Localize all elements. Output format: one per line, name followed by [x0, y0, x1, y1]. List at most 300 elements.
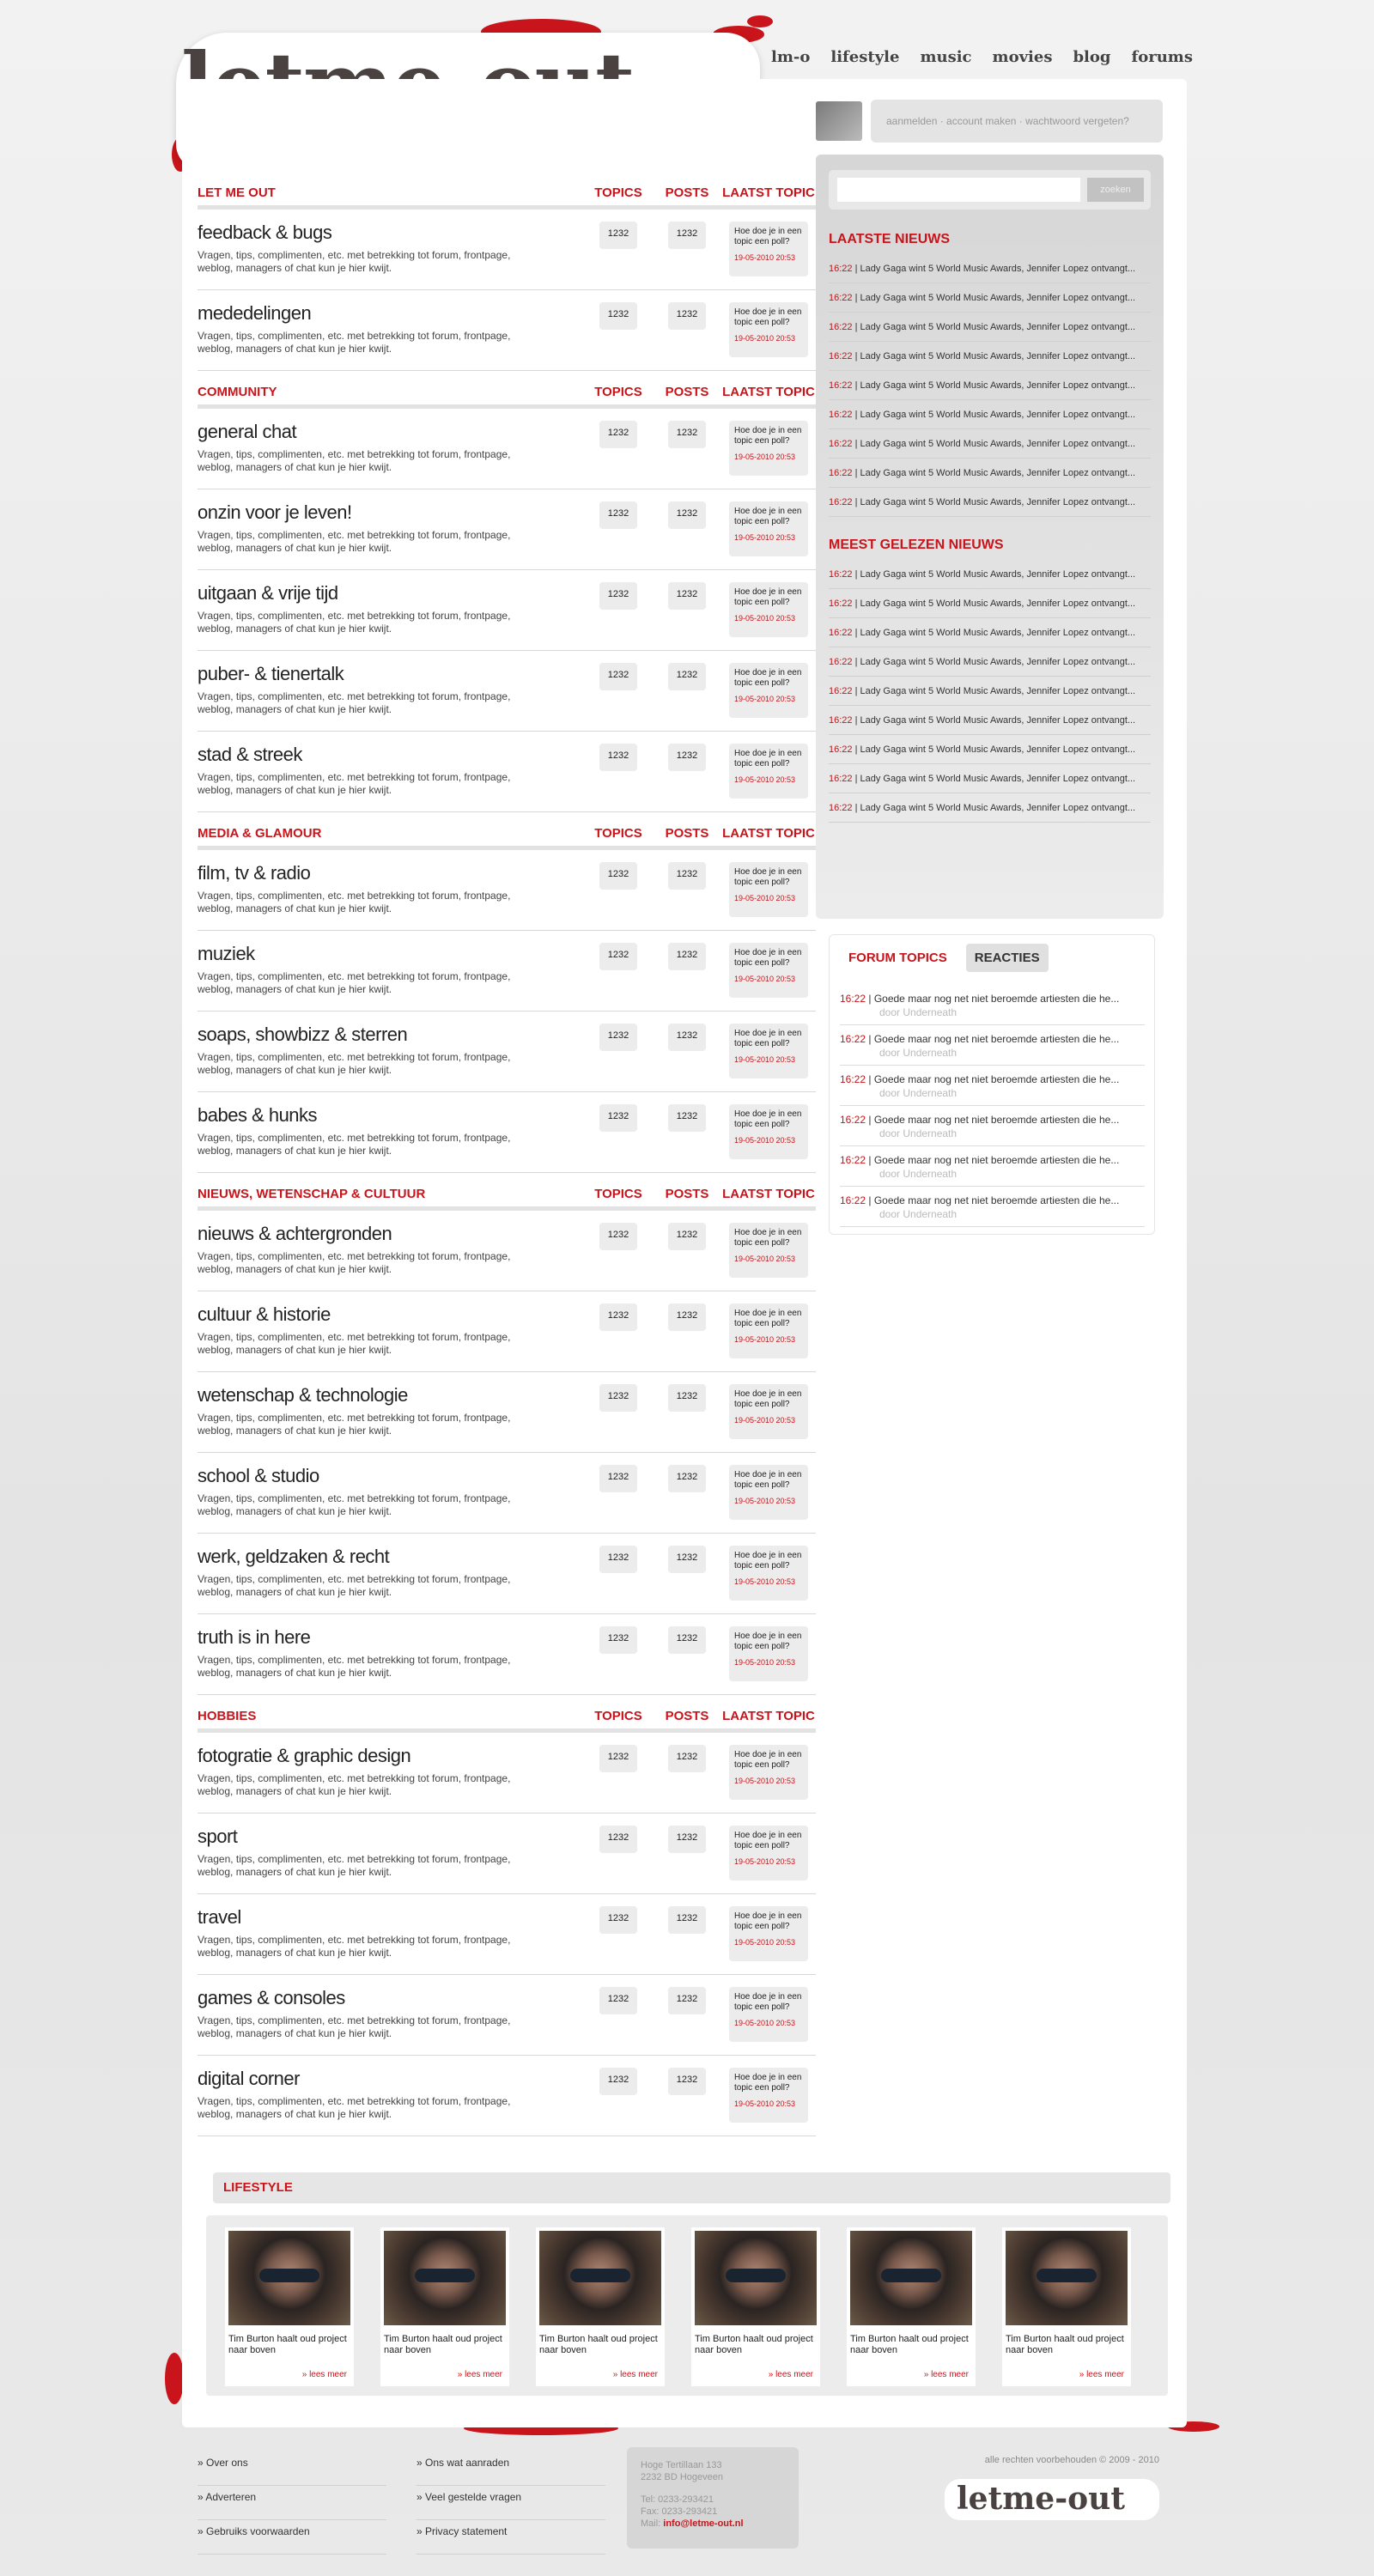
forum-name[interactable]: uitgaan & vrije tijd: [198, 582, 338, 604]
topic-title[interactable]: Goede maar nog net niet beroemde artiesten die he...: [873, 1033, 1120, 1045]
popular-news-list: [829, 560, 1151, 823]
news-time: 16:22: [829, 774, 853, 784]
read-more-link[interactable]: » lees meer: [457, 2370, 502, 2379]
last-topic-title[interactable]: Hoe doe je in een topic een poll?: [734, 426, 802, 446]
post-count-cell: [653, 2068, 721, 2136]
news-time: 16:22: [829, 351, 853, 361]
forum-name[interactable]: soaps, showbizz & sterren: [198, 1024, 408, 1045]
forum-name[interactable]: onzin voor je leven!: [198, 501, 352, 523]
news-separator: |: [852, 322, 860, 332]
footer-link[interactable]: » Gebruiks voorwaarden: [198, 2520, 386, 2555]
forum-topic-item[interactable]: [840, 1146, 1145, 1187]
news-time: 16:22: [829, 686, 853, 696]
category-header: [198, 180, 816, 210]
last-topic-cell: [721, 1104, 816, 1172]
photo-detail: [415, 2269, 475, 2282]
photo-detail: [726, 2269, 786, 2282]
category-header: [198, 1182, 816, 1211]
last-topic-date: 19-05-2010 20:53: [734, 2019, 796, 2027]
news-time: 16:22: [829, 657, 853, 667]
forum-topic-item[interactable]: [840, 1187, 1145, 1227]
forum-description: Vragen, tips, complimenten, etc. met betrekking tot forum, frontpage, weblog, managers of chat kun je hier kwijt.: [198, 249, 511, 274]
forum-topic-item[interactable]: [840, 1066, 1145, 1106]
lifestyle-headline[interactable]: Tim Burton haalt oud project naar boven: [695, 2334, 813, 2355]
lifestyle-card[interactable]: [691, 2227, 820, 2386]
forum-topic-item[interactable]: [840, 985, 1145, 1025]
popular-news-title: MEEST GELEZEN NIEUWS: [829, 538, 1004, 552]
last-topic-cell: [721, 421, 816, 489]
last-topic-title[interactable]: Hoe doe je in een topic een poll?: [734, 587, 802, 607]
last-topic-date: 19-05-2010 20:53: [734, 894, 796, 902]
forum-row[interactable]: [198, 290, 816, 371]
forum-description: Vragen, tips, complimenten, etc. met betrekking tot forum, frontpage, weblog, managers of chat kun je hier kwijt.: [198, 771, 511, 796]
last-topic-title[interactable]: Hoe doe je in een topic een poll?: [734, 948, 802, 968]
forum-info: [198, 1024, 584, 1091]
topic-count: 1232: [599, 862, 637, 890]
news-headline[interactable]: Lady Gaga wint 5 World Music Awards, Jennifer Lopez ontvangt...: [860, 351, 1136, 361]
forum-name[interactable]: school & studio: [198, 1465, 319, 1486]
address-line: 2232 BD Hogeveen: [641, 2472, 724, 2482]
topic-count: 1232: [599, 1303, 637, 1331]
post-count: 1232: [668, 1104, 706, 1132]
news-item[interactable]: [829, 342, 1151, 371]
forum-info: [198, 582, 584, 650]
news-headline[interactable]: Lady Gaga wint 5 World Music Awards, Jennifer Lopez ontvangt...: [860, 744, 1136, 755]
search-button[interactable]: zoeken: [1087, 178, 1144, 202]
forum-info: [198, 663, 584, 731]
forum-row[interactable]: [198, 409, 816, 489]
news-headline[interactable]: Lady Gaga wint 5 World Music Awards, Jennifer Lopez ontvangt...: [860, 803, 1136, 813]
last-topic[interactable]: [729, 421, 808, 476]
news-headline[interactable]: Lady Gaga wint 5 World Music Awards, Jennifer Lopez ontvangt...: [860, 497, 1136, 507]
footer-link[interactable]: » Privacy statement: [416, 2520, 605, 2555]
post-count-cell: [653, 1987, 721, 2055]
last-topic-title[interactable]: Hoe doe je in een topic een poll?: [734, 1309, 802, 1328]
topic-count: 1232: [599, 1104, 637, 1132]
news-item[interactable]: [829, 488, 1151, 517]
lifestyle-photo[interactable]: [695, 2231, 817, 2325]
nav-item[interactable]: movies: [992, 48, 1053, 66]
forum-name[interactable]: werk, geldzaken & recht: [198, 1546, 390, 1567]
topic-title[interactable]: Goede maar nog net niet beroemde artiesten die he...: [873, 1194, 1120, 1206]
last-topic-column-header: LAATST TOPIC: [722, 185, 815, 200]
last-topic[interactable]: [729, 1546, 808, 1601]
post-count: 1232: [668, 1223, 706, 1250]
topic-separator: |: [866, 1114, 874, 1126]
nav-item[interactable]: lm-o: [771, 48, 811, 66]
post-count-cell: [653, 943, 721, 1011]
last-topic[interactable]: [729, 1465, 808, 1520]
topic-count: 1232: [599, 582, 637, 610]
forum-name[interactable]: muziek: [198, 943, 255, 964]
forum-description: Vragen, tips, complimenten, etc. met betrekking tot forum, frontpage, weblog, managers of chat kun je hier kwijt.: [198, 970, 511, 995]
search-bar: [829, 170, 1151, 210]
topic-separator: |: [866, 1073, 874, 1085]
post-count-cell: [653, 1626, 721, 1694]
last-topic[interactable]: [729, 1384, 808, 1439]
last-topic-column-header: LAATST TOPIC: [722, 1187, 815, 1201]
post-count: 1232: [668, 943, 706, 970]
news-time: 16:22: [829, 410, 853, 420]
forum-row[interactable]: [198, 1814, 816, 1894]
lifestyle-photo[interactable]: [228, 2231, 350, 2325]
topic-count-cell: [584, 2068, 653, 2136]
forum-info: [198, 1626, 584, 1694]
last-topic-title[interactable]: Hoe doe je in een topic een poll?: [734, 507, 802, 526]
news-item[interactable]: [829, 429, 1151, 459]
news-separator: |: [852, 351, 860, 361]
forum-row[interactable]: [198, 1975, 816, 2056]
post-count: 1232: [668, 744, 706, 771]
forum-name[interactable]: truth is in here: [198, 1626, 311, 1648]
forum-row[interactable]: [198, 732, 816, 812]
last-topic-date: 19-05-2010 20:53: [734, 775, 796, 784]
post-count-cell: [653, 582, 721, 650]
topic-count-cell: [584, 1987, 653, 2055]
lifestyle-headline[interactable]: Tim Burton haalt oud project naar boven: [850, 2334, 969, 2355]
lifestyle-card[interactable]: [536, 2227, 665, 2386]
last-topic-title[interactable]: Hoe doe je in een topic een poll?: [734, 867, 802, 887]
last-topic-title[interactable]: Hoe doe je in een topic een poll?: [734, 1911, 802, 1931]
last-topic[interactable]: [729, 1906, 808, 1961]
forum-row[interactable]: [198, 850, 816, 931]
news-headline[interactable]: Lady Gaga wint 5 World Music Awards, Jennifer Lopez ontvangt...: [860, 598, 1136, 609]
topics-column-header: TOPICS: [594, 1187, 642, 1201]
forum-row[interactable]: [198, 489, 816, 570]
nav-item[interactable]: music: [920, 48, 972, 66]
news-time: 16:22: [829, 598, 853, 609]
news-time: 16:22: [829, 744, 853, 755]
nav-item[interactable]: forums: [1131, 48, 1193, 66]
news-item[interactable]: [829, 560, 1151, 589]
last-topic[interactable]: [729, 744, 808, 799]
news-item[interactable]: [829, 706, 1151, 735]
last-topic[interactable]: [729, 1745, 808, 1800]
news-item[interactable]: [829, 647, 1151, 677]
news-item[interactable]: [829, 283, 1151, 313]
footer-link[interactable]: » Ons wat aanraden: [416, 2451, 605, 2486]
topic-author: door Underneath: [879, 1208, 958, 1220]
lifestyle-headline[interactable]: Tim Burton haalt oud project naar boven: [539, 2334, 658, 2355]
news-headline[interactable]: Lady Gaga wint 5 World Music Awards, Jennifer Lopez ontvangt...: [860, 264, 1136, 274]
last-topic[interactable]: [729, 1987, 808, 2042]
forum-row[interactable]: [198, 1894, 816, 1975]
footer-link[interactable]: » Veel gestelde vragen: [416, 2486, 605, 2520]
forum-name[interactable]: digital corner: [198, 2068, 300, 2089]
forum-row[interactable]: [198, 1733, 816, 1814]
last-topic-date: 19-05-2010 20:53: [734, 2099, 796, 2108]
topic-line: [840, 1032, 1145, 1046]
lifestyle-card[interactable]: [380, 2227, 509, 2386]
news-headline[interactable]: Lady Gaga wint 5 World Music Awards, Jennifer Lopez ontvangt...: [860, 380, 1136, 391]
last-topic-title[interactable]: Hoe doe je in een topic een poll?: [734, 1109, 802, 1129]
forum-name[interactable]: cultuur & historie: [198, 1303, 331, 1325]
lifestyle-headline[interactable]: Tim Burton haalt oud project naar boven: [1006, 2334, 1124, 2355]
news-separator: |: [852, 468, 860, 478]
topic-count-cell: [584, 862, 653, 930]
footer-link[interactable]: » Over ons: [198, 2451, 386, 2486]
read-more-link[interactable]: » lees meer: [768, 2370, 813, 2379]
topic-title[interactable]: Goede maar nog net niet beroemde artiesten die he...: [873, 1073, 1120, 1085]
last-topic-cell: [721, 1384, 816, 1452]
forum-row[interactable]: [198, 1372, 816, 1453]
news-headline[interactable]: Lady Gaga wint 5 World Music Awards, Jennifer Lopez ontvangt...: [860, 657, 1136, 667]
topic-count: 1232: [599, 1546, 637, 1573]
news-separator: |: [852, 803, 860, 813]
news-time: 16:22: [829, 439, 853, 449]
news-headline[interactable]: Lady Gaga wint 5 World Music Awards, Jennifer Lopez ontvangt...: [860, 322, 1136, 332]
main-nav: [771, 48, 1193, 66]
forum-info: [198, 2068, 584, 2136]
last-topic[interactable]: [729, 1626, 808, 1681]
forum-row[interactable]: [198, 570, 816, 651]
last-topic-date: 19-05-2010 20:53: [734, 695, 796, 703]
lifestyle-card[interactable]: [225, 2227, 354, 2386]
lifestyle-photo[interactable]: [539, 2231, 661, 2325]
last-topic-title[interactable]: Hoe doe je in een topic een poll?: [734, 1831, 802, 1850]
last-topic[interactable]: [729, 943, 808, 998]
last-topic-cell: [721, 1465, 816, 1533]
news-headline[interactable]: Lady Gaga wint 5 World Music Awards, Jennifer Lopez ontvangt...: [860, 410, 1136, 420]
last-topic[interactable]: [729, 1303, 808, 1358]
topic-count: 1232: [599, 1826, 637, 1853]
forum-name[interactable]: games & consoles: [198, 1987, 345, 2008]
topic-author: door Underneath: [879, 1127, 958, 1139]
topic-count-cell: [584, 1384, 653, 1452]
last-topic[interactable]: [729, 2068, 808, 2123]
forum-row[interactable]: [198, 1534, 816, 1614]
last-topic[interactable]: [729, 222, 808, 276]
forum-name[interactable]: general chat: [198, 421, 297, 442]
topic-title[interactable]: Goede maar nog net niet beroemde artiesten die he...: [873, 1154, 1120, 1166]
forum-info: [198, 943, 584, 1011]
last-topic[interactable]: [729, 302, 808, 357]
last-topic-date: 19-05-2010 20:53: [734, 1777, 796, 1785]
forum-description: Vragen, tips, complimenten, etc. met betrekking tot forum, frontpage, weblog, managers of chat kun je hier kwijt.: [198, 610, 511, 635]
last-topic-cell: [721, 1987, 816, 2055]
topic-count-cell: [584, 1826, 653, 1893]
forum-row[interactable]: [198, 1291, 816, 1372]
news-item[interactable]: [829, 793, 1151, 823]
last-topic-cell: [721, 302, 816, 370]
forum-row[interactable]: [198, 651, 816, 732]
forum-name[interactable]: film, tv & radio: [198, 862, 311, 884]
post-count: 1232: [668, 1826, 706, 1853]
search-input[interactable]: [837, 178, 1080, 202]
topic-time: 16:22: [840, 1194, 866, 1206]
read-more-link[interactable]: » lees meer: [612, 2370, 658, 2379]
forum-info: [198, 421, 584, 489]
posts-column-header: POSTS: [665, 826, 709, 841]
forum-description: Vragen, tips, complimenten, etc. met betrekking tot forum, frontpage, weblog, managers of chat kun je hier kwijt.: [198, 529, 511, 554]
forum-row[interactable]: [198, 1211, 816, 1291]
topics-column-header: TOPICS: [594, 185, 642, 200]
last-topic-title[interactable]: Hoe doe je in een topic een poll?: [734, 307, 802, 327]
topic-count-cell: [584, 222, 653, 289]
news-item[interactable]: [829, 589, 1151, 618]
mail-link[interactable]: info@letme-out.nl: [663, 2518, 744, 2529]
lifestyle-card[interactable]: [847, 2227, 976, 2386]
topics-column-header: TOPICS: [594, 1709, 642, 1723]
topic-separator: |: [866, 1033, 874, 1045]
forum-name[interactable]: nieuws & achtergronden: [198, 1223, 392, 1244]
last-topic-title[interactable]: Hoe doe je in een topic een poll?: [734, 1470, 802, 1490]
posts-column-header: POSTS: [665, 385, 709, 399]
news-item[interactable]: [829, 764, 1151, 793]
forum-info: [198, 744, 584, 811]
lifestyle-headline[interactable]: Tim Burton haalt oud project naar boven: [228, 2334, 347, 2355]
last-topic[interactable]: [729, 582, 808, 637]
forum-row[interactable]: [198, 1012, 816, 1092]
last-topic-cell: [721, 1626, 816, 1694]
forum-name[interactable]: stad & streek: [198, 744, 302, 765]
footer-link[interactable]: » Adverteren: [198, 2486, 386, 2520]
forum-info: [198, 1745, 584, 1813]
topic-separator: |: [866, 1154, 874, 1166]
forum-info: [198, 222, 584, 289]
news-item[interactable]: [829, 618, 1151, 647]
forum-name[interactable]: babes & hunks: [198, 1104, 318, 1126]
read-more-link[interactable]: » lees meer: [923, 2370, 969, 2379]
last-topic-date: 19-05-2010 20:53: [734, 1335, 796, 1344]
read-more-link[interactable]: » lees meer: [301, 2370, 347, 2379]
read-more-link[interactable]: » lees meer: [1079, 2370, 1124, 2379]
last-topic-title[interactable]: Hoe doe je in een topic een poll?: [734, 1389, 802, 1409]
news-item[interactable]: [829, 400, 1151, 429]
news-headline[interactable]: Lady Gaga wint 5 World Music Awards, Jennifer Lopez ontvangt...: [860, 686, 1136, 696]
last-topic-title[interactable]: Hoe doe je in een topic een poll?: [734, 749, 802, 769]
login-links[interactable]: aanmelden · account maken · wachtwoord vergeten?: [871, 100, 1163, 143]
last-topic-title[interactable]: Hoe doe je in een topic een poll?: [734, 1551, 802, 1571]
forum-name[interactable]: wetenschap & technologie: [198, 1384, 408, 1406]
last-topic-title[interactable]: Hoe doe je in een topic een poll?: [734, 1992, 802, 2012]
last-topic[interactable]: [729, 1024, 808, 1078]
topic-count: 1232: [599, 222, 637, 249]
footer-address: [627, 2447, 799, 2549]
last-topic-title[interactable]: Hoe doe je in een topic een poll?: [734, 1029, 802, 1048]
forum-info: [198, 1223, 584, 1291]
forum-description: Vragen, tips, complimenten, etc. met betrekking tot forum, frontpage, weblog, managers of chat kun je hier kwijt.: [198, 690, 511, 715]
forum-row[interactable]: [198, 1092, 816, 1173]
news-separator: |: [852, 598, 860, 609]
lifestyle-photo[interactable]: [850, 2231, 972, 2325]
lifestyle-photo[interactable]: [1006, 2231, 1128, 2325]
forum-row[interactable]: [198, 1614, 816, 1695]
last-topic-cell: [721, 582, 816, 650]
post-count-cell: [653, 744, 721, 811]
nav-item[interactable]: blog: [1073, 48, 1111, 66]
topic-count-cell: [584, 1546, 653, 1613]
forum-topic-item[interactable]: [840, 1025, 1145, 1066]
news-headline[interactable]: Lady Gaga wint 5 World Music Awards, Jennifer Lopez ontvangt...: [860, 569, 1136, 580]
news-headline[interactable]: Lady Gaga wint 5 World Music Awards, Jennifer Lopez ontvangt...: [860, 774, 1136, 784]
post-count-cell: [653, 1384, 721, 1452]
category-header: [198, 1704, 816, 1733]
news-item[interactable]: [829, 459, 1151, 488]
forum-name[interactable]: mededelingen: [198, 302, 312, 324]
news-headline[interactable]: Lady Gaga wint 5 World Music Awards, Jennifer Lopez ontvangt...: [860, 628, 1136, 638]
topic-title[interactable]: Goede maar nog net niet beroemde artiesten die he...: [873, 993, 1120, 1005]
tab-reacties[interactable]: REACTIES: [966, 944, 1049, 972]
last-topic-title[interactable]: Hoe doe je in een topic een poll?: [734, 1228, 802, 1248]
topic-title[interactable]: Goede maar nog net niet beroemde artiesten die he...: [873, 1114, 1120, 1126]
last-topic[interactable]: [729, 663, 808, 718]
last-topic-date: 19-05-2010 20:53: [734, 253, 796, 262]
lifestyle-photo[interactable]: [384, 2231, 506, 2325]
last-topic-title[interactable]: Hoe doe je in een topic een poll?: [734, 1750, 802, 1770]
forum-info: [198, 1826, 584, 1893]
last-topic-title[interactable]: Hoe doe je in een topic een poll?: [734, 2073, 802, 2093]
last-topic[interactable]: [729, 1104, 808, 1159]
forum-row[interactable]: [198, 2056, 816, 2136]
news-item[interactable]: [829, 254, 1151, 283]
last-topic-title[interactable]: Hoe doe je in een topic een poll?: [734, 668, 802, 688]
topic-count: 1232: [599, 1626, 637, 1654]
last-topic[interactable]: [729, 862, 808, 917]
photo-detail: [570, 2269, 630, 2282]
category-title: HOBBIES: [198, 1709, 257, 1723]
post-count: 1232: [668, 1465, 706, 1492]
category-title: COMMUNITY: [198, 385, 277, 399]
forum-row[interactable]: [198, 1453, 816, 1534]
topic-count-cell: [584, 1024, 653, 1091]
post-count-cell: [653, 1223, 721, 1291]
last-topic-date: 19-05-2010 20:53: [734, 1136, 796, 1145]
topic-count: 1232: [599, 1465, 637, 1492]
forum-row[interactable]: [198, 210, 816, 290]
topic-count: 1232: [599, 1987, 637, 2014]
last-topic[interactable]: [729, 501, 808, 556]
news-item[interactable]: [829, 313, 1151, 342]
nav-item[interactable]: lifestyle: [830, 48, 900, 66]
tab-forum-topics[interactable]: FORUM TOPICS: [848, 951, 947, 965]
forum-name[interactable]: feedback & bugs: [198, 222, 332, 243]
footer-logo[interactable]: letme-out: [945, 2479, 1159, 2520]
forum-description: Vragen, tips, complimenten, etc. met betrekking tot forum, frontpage, weblog, managers of chat kun je hier kwijt.: [198, 1250, 511, 1275]
forum-description: Vragen, tips, complimenten, etc. met betrekking tot forum, frontpage, weblog, managers of chat kun je hier kwijt.: [198, 1492, 511, 1517]
news-item[interactable]: [829, 735, 1151, 764]
forum-name[interactable]: fotogratie & graphic design: [198, 1745, 411, 1766]
topic-author: door Underneath: [879, 1047, 958, 1059]
last-topic-title[interactable]: Hoe doe je in een topic een poll?: [734, 1631, 802, 1651]
forum-row[interactable]: [198, 931, 816, 1012]
posts-column-header: POSTS: [665, 1187, 709, 1201]
topic-time: 16:22: [840, 993, 866, 1005]
news-item[interactable]: [829, 677, 1151, 706]
topic-author: door Underneath: [879, 1006, 958, 1018]
photo-detail: [1037, 2269, 1097, 2282]
news-item[interactable]: [829, 371, 1151, 400]
last-topic[interactable]: [729, 1223, 808, 1278]
lifestyle-headline[interactable]: Tim Burton haalt oud project naar boven: [384, 2334, 502, 2355]
news-headline[interactable]: Lady Gaga wint 5 World Music Awards, Jennifer Lopez ontvangt...: [860, 439, 1136, 449]
forum-topic-item[interactable]: [840, 1106, 1145, 1146]
post-count-cell: [653, 1303, 721, 1371]
last-topic[interactable]: [729, 1826, 808, 1880]
mail-label: Mail:: [641, 2518, 664, 2529]
last-topic-cell: [721, 1024, 816, 1091]
lifestyle-card[interactable]: [1002, 2227, 1131, 2386]
news-headline[interactable]: Lady Gaga wint 5 World Music Awards, Jennifer Lopez ontvangt...: [860, 715, 1136, 726]
news-headline[interactable]: Lady Gaga wint 5 World Music Awards, Jennifer Lopez ontvangt...: [860, 293, 1136, 303]
user-avatar-icon: [816, 101, 862, 141]
forum-name[interactable]: puber- & tienertalk: [198, 663, 344, 684]
forum-name[interactable]: travel: [198, 1906, 241, 1928]
last-topic-title[interactable]: Hoe doe je in een topic een poll?: [734, 227, 802, 246]
forum-name[interactable]: sport: [198, 1826, 238, 1847]
category-header: [198, 380, 816, 409]
news-headline[interactable]: Lady Gaga wint 5 World Music Awards, Jennifer Lopez ontvangt...: [860, 468, 1136, 478]
